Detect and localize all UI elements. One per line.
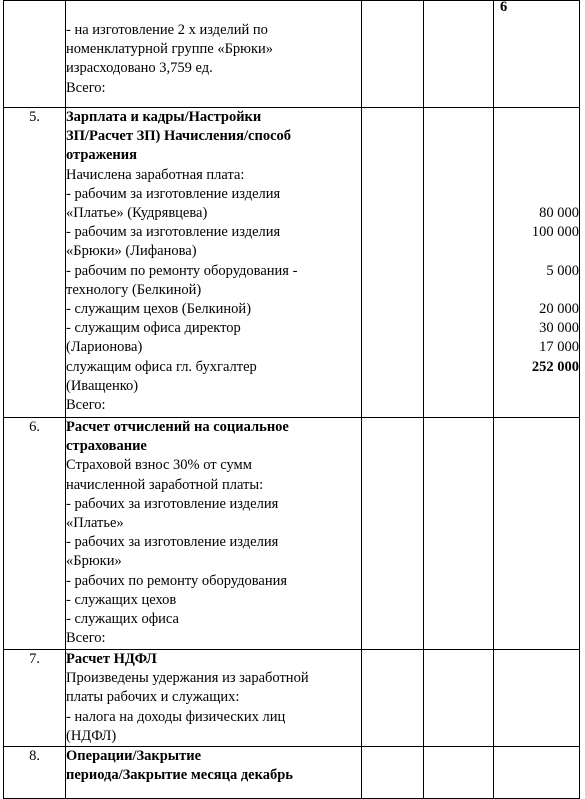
desc-line: технологу (Белкиной): [66, 281, 202, 298]
desc-heading: Расчет отчислений на социальное: [66, 419, 289, 435]
table-row-continuation: [4, 1, 580, 108]
row-description: [66, 418, 362, 650]
desc-heading: Расчет НДФЛ: [66, 651, 157, 667]
amount-cell: [494, 650, 580, 747]
row-description: [66, 747, 362, 799]
desc-line: платы рабочих и служащих:: [66, 689, 240, 706]
desc-line: израсходовано 3,759 ед.: [66, 60, 213, 77]
desc-line: - рабочим за изготовление изделия: [66, 185, 281, 202]
desc-line: (Иващенко): [66, 377, 139, 394]
desc-line: - рабочих за изготовление изделия: [66, 534, 279, 551]
operations-table: [3, 0, 580, 799]
debit-cell: [362, 1, 424, 108]
desc-line: - рабочим за изготовление изделия: [66, 224, 281, 241]
credit-cell: [424, 108, 494, 418]
table-row-5: [4, 108, 580, 418]
row-number: 7.: [4, 650, 66, 747]
desc-heading: Операции/Закрытие: [66, 748, 202, 765]
desc-line: - служащих офиса: [66, 611, 179, 628]
desc-line: номенклатурной группе «Брюки»: [66, 41, 274, 58]
row-description: [66, 650, 362, 747]
desc-line: служащим офиса гл. бухгалтер: [66, 358, 257, 375]
desc-heading: отражения: [66, 147, 137, 164]
amount-value: 30 000: [539, 320, 579, 337]
desc-line: - служащим цехов (Белкиной): [66, 301, 252, 318]
credit-cell: [424, 747, 494, 799]
amount-cell: [494, 747, 580, 799]
amount-value: 20 000: [539, 300, 579, 317]
credit-cell: [424, 1, 494, 108]
desc-line: (Ларионова): [66, 339, 143, 356]
desc-heading: Зарплата и кадры/Настройки: [66, 109, 262, 125]
debit-cell: [362, 108, 424, 418]
amount-value: 80 000: [539, 204, 579, 221]
desc-heading: ЗП/Расчет ЗП) Начисления/способ: [66, 128, 292, 145]
desc-line: «Платье»: [66, 515, 124, 532]
amount-cell: [494, 418, 580, 650]
desc-line: - рабочих за изготовление изделия: [66, 495, 279, 512]
desc-line: Страховой взнос 30% от сумм: [66, 457, 252, 474]
table-row-7: [4, 650, 580, 747]
desc-line: - служащих цехов: [66, 591, 177, 608]
credit-cell: [424, 650, 494, 747]
amount-cell: [494, 1, 580, 108]
table-row-8: [4, 747, 580, 799]
desc-line: - налога на доходы физических лиц: [66, 708, 286, 725]
desc-line: - служащим офиса директор: [66, 320, 241, 337]
row-number: [4, 1, 66, 108]
amount-value: 5 000: [546, 262, 579, 279]
row-description: [66, 108, 362, 418]
desc-heading: страхование: [66, 438, 147, 455]
desc-heading: периода/Закрытие месяца декабрь: [66, 767, 293, 784]
desc-line: «Платье» (Кудрявцева): [66, 205, 208, 222]
desc-line: (НДФЛ): [66, 727, 117, 744]
desc-line: «Брюки»: [66, 553, 122, 570]
desc-line: - на изготовление 2 х изделий по: [66, 22, 268, 38]
amount-cell: [494, 108, 580, 418]
desc-line: Начислена заработная плата:: [66, 166, 245, 183]
desc-line: «Брюки» (Лифанова): [66, 243, 197, 260]
row-number: 8.: [4, 747, 66, 799]
amount-value: 17 000: [539, 339, 579, 356]
row-number: 5.: [4, 108, 66, 418]
debit-cell: [362, 418, 424, 650]
amount-total: 252 000: [531, 358, 579, 375]
desc-line: Произведены удержания из заработной: [66, 670, 309, 687]
amount-value: 100 000: [531, 224, 579, 241]
debit-cell: [362, 747, 424, 799]
desc-line: Всего:: [66, 79, 106, 96]
desc-line: - рабочих по ремонту оборудования: [66, 572, 288, 589]
desc-line: - рабочим по ремонту оборудования -: [66, 262, 298, 279]
desc-line: Всего:: [66, 397, 106, 414]
debit-cell: [362, 650, 424, 747]
amount-value: 6: [500, 0, 508, 15]
row-number: 6.: [4, 418, 66, 650]
credit-cell: [424, 418, 494, 650]
desc-line: начисленной заработной платы:: [66, 476, 264, 493]
table-row-6: [4, 418, 580, 650]
row-description: [66, 1, 362, 108]
desc-line: Всего:: [66, 630, 106, 647]
